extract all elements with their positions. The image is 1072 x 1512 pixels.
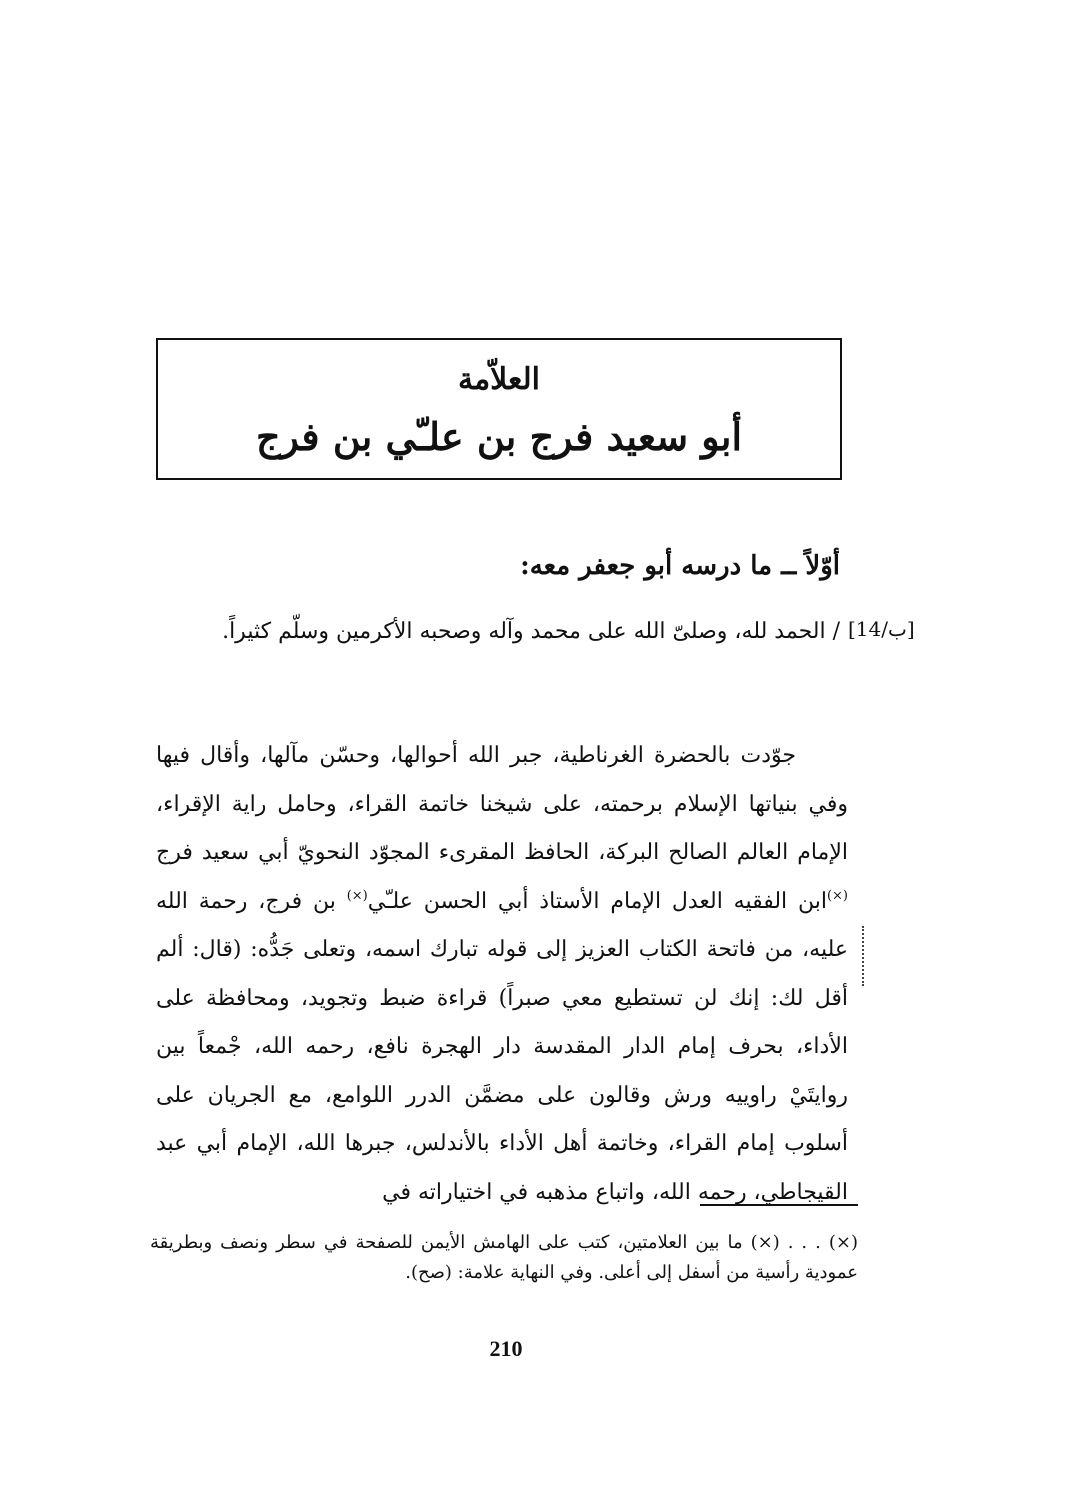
footnote-reference: (×) bbox=[826, 888, 849, 904]
title-name: أبو سعيد فرج بن علـّي بن فرج bbox=[255, 414, 743, 459]
margin-annotation-mark bbox=[862, 926, 868, 986]
body-text-part1: جوّدت بالحضرة الغرناطية، جبر الله أحوالها، وحسّن مآلها، وأقال فيها وفي بنياتها الإسلام برحمته، على شيخنا خاتمة القراء، وحامل راية الإقراء، الإمام العالم الصالح البركة، الحافظ المقرىء المجوّد النحويّ أبي سعيد فرج bbox=[156, 743, 848, 865]
section-heading: أوّلاً ــ ما درسه أبو جعفر معه: bbox=[520, 551, 840, 581]
footnote: (×) . . . (×) ما بين العلامتين، كتب على الهامش الأيمن للصفحة في سطر ونصف وبطريقة عمودية رأسية من أسفل إلى أعلى. وفي النهاية علامة: (صح). bbox=[150, 1232, 858, 1283]
footnote-reference: (×) bbox=[346, 888, 368, 904]
body-paragraph bbox=[156, 732, 848, 1217]
folio-marker: [14/ب] bbox=[848, 617, 915, 641]
footnote-separator bbox=[700, 1204, 858, 1206]
body-text-part3: بن فرج، رحمة الله عليه، من فاتحة الكتاب العزيز إلى قوله تبارك اسمه، وتعلى جَدُّه: (قال: ألم أقل لك: إنك لن تستطيع معي صبراً) قراءة ضبط وتجويد، ومحافظة على الأداء، بحرف إمام الدار المقدسة دار الهجرة نافع، رحمه الله، جْمعاً بين روايتَيْ راوييه ورش وقالون على مضمَّن الدرر اللوامع، مع الجريان على أسلوب إمام القراء، وخاتمة أهل الأداء بالأندلس، جبرها الله، الإمام أبي عبد القيجاطي، رحمه الله، واتباع مذهبه في اختياراته في bbox=[156, 888, 848, 1205]
page-number: 210 bbox=[489, 1336, 523, 1361]
body-text-part2: ابن الفقيه العدل الإمام الأستاذ أبي الحسن علـّي bbox=[367, 888, 827, 914]
title-box bbox=[156, 338, 842, 480]
title-honorific: العلاّمة bbox=[457, 362, 540, 397]
opening-paragraph: / الحمد لله، وصلىّ الله على محمد وآله وصحبه الأكرمين وسلّم كثيراً. bbox=[222, 619, 840, 644]
